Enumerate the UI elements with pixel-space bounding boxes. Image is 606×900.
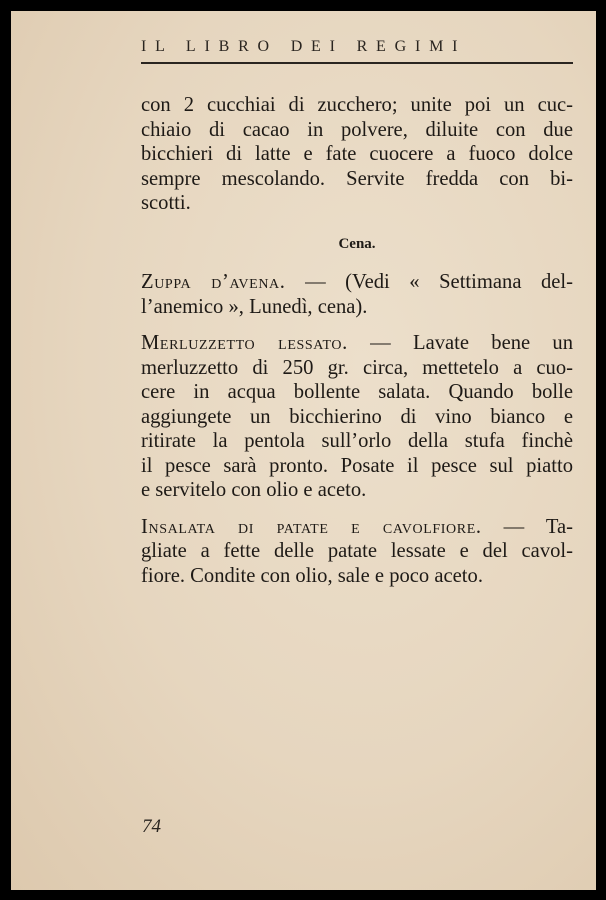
text-line: sempre mescolando. Servite fredda con bi- bbox=[141, 167, 573, 190]
paragraph-continuation bbox=[141, 93, 573, 216]
text-line: e servitelo con olio e aceto. bbox=[141, 479, 367, 501]
text-line: gliate a fette delle patate lessate e del cavol- bbox=[141, 540, 573, 562]
page-body bbox=[141, 93, 573, 588]
book-page bbox=[11, 11, 596, 890]
text-line: Zuppa d’avena. — (Vedi « Settimana del- bbox=[141, 271, 573, 293]
text-line: con 2 cucchiai di zucchero; unite poi un cuc- bbox=[141, 94, 573, 116]
running-head: IL LIBRO DEI REGIMI bbox=[141, 38, 467, 55]
text-line: il pesce sarà pronto. Posate il pesce sul piatto bbox=[141, 454, 573, 477]
recipe-insalata-di-patate bbox=[141, 515, 573, 589]
text-line: chiaio di cacao in polvere, diluite con due bbox=[141, 118, 573, 141]
recipe-merluzzetto-lessato bbox=[141, 331, 573, 503]
section-heading: Cena. bbox=[338, 235, 376, 252]
recipe-title: Insalata di patate e cavolfiore. bbox=[141, 515, 482, 538]
recipe-title: Zuppa d’avena. bbox=[141, 271, 286, 293]
text-line: cere in acqua bollente salata. Quando bolle bbox=[141, 381, 573, 403]
text-line: Insalata di patate e cavolfiore. — Ta- bbox=[141, 515, 573, 538]
text-line: fiore. Condite con olio, sale e poco aceto. bbox=[141, 564, 483, 587]
header-rule bbox=[141, 62, 573, 64]
text-line: aggiungete un bicchierino di vino bianco e bbox=[141, 405, 573, 428]
text-line: bicchieri di latte e fate cuocere a fuoco dolce bbox=[141, 143, 573, 165]
text-line: ritirate la pentola sull’orlo della stufa finchè bbox=[141, 430, 573, 452]
recipe-title: Merluzzetto lessato. bbox=[141, 332, 348, 354]
text-line: merluzzetto di 250 gr. circa, mettetelo a cuo- bbox=[141, 356, 573, 379]
text-line: Merluzzetto lessato. — Lavate bene un bbox=[141, 332, 573, 354]
page-number: 74 bbox=[142, 816, 161, 837]
text-line: l’anemico », Lunedì, cena). bbox=[141, 295, 368, 318]
text-line: scotti. bbox=[141, 192, 191, 214]
recipe-zuppa-d-avena bbox=[141, 270, 573, 319]
